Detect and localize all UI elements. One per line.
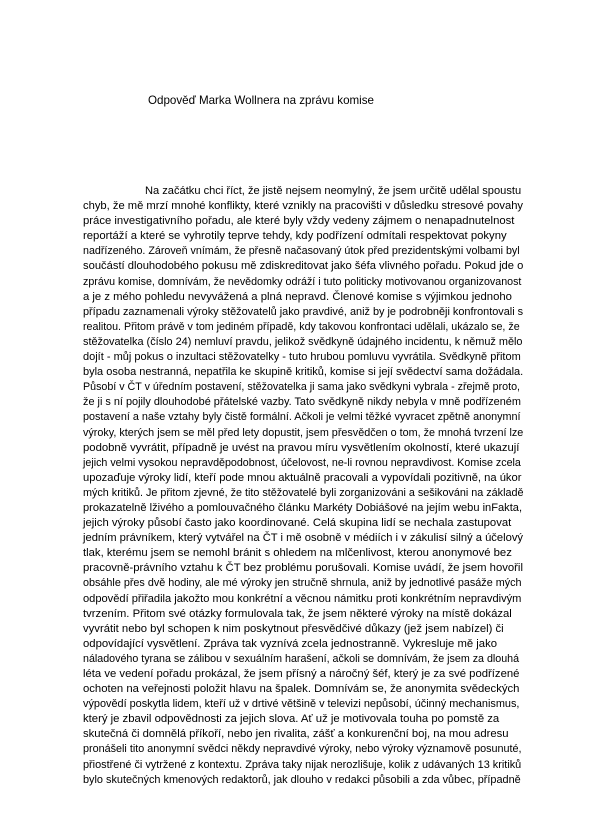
text-line: upozaďuje výroky lidí, kteří pode mnou aktuálně pracovali a vypovídali pozitivně, na úkor [83,471,522,484]
text-line: jedním právníkem, který vytvářel na ČT i mě osobně v médiích i v zákulisí silný a účelový [83,532,524,545]
text-line: skutečná či domnělá příkoří, nebo jen rivalita, zášť a konkurenční boj, na mou adresu [83,728,509,741]
text-line: pronášeli tito anonymní svědci někdy nepravdivé výroky, nebo výroky významově posunuté, [83,743,522,756]
text-line: Působí v ČT v úředním postavení, stěžovatelka ji sama jako svědkyni vybrala - zřejmě proto, [83,381,520,394]
text-line: postavení a naše vztahy byly čistě formální. Ačkoli je velmi těžké vyvracet zpětně anonymní [83,411,521,424]
text-line: případu zaznamenali výroky stěžovatelů jako pravdivé, aniž by je podrobněji konfrontovali s [83,305,524,318]
text-line: práce investigativního pořadu, ale které byly vždy vedeny zájmem o nenapadnutelnost [83,215,515,228]
text-line: Na začátku chci říct, že jistě nejsem neomylný, že jsem určitě udělal spoustu [145,185,522,197]
text-line: že ji s ní pojily dlouhodobé přátelské vazby. Tato svědkyně nikdy nebyla v mně podřízeném [83,396,521,409]
text-line: a je z mého pohledu nevyvážená a plná nepravd. Členové komise s výjimkou jednoho [83,290,512,303]
text-line: tvrzením. Přitom své otázky formulovala tak, že jsem některé výroky na místě dokázal [83,607,512,620]
text-line: reportáží a které se vyhrotily teprve tehdy, kdy podřízení odmítali respektovat pokyny [83,230,507,243]
text-line: podobně vyvrátit, případně je uvést na pravou míru vysvětlením okolností, které ukazují [83,441,520,454]
text-line: výpovědí poskytla lidem, kteří už v drtivé většině v televizi nepůsobí, účinný mechanismus, [83,698,520,711]
text-line: nadřízeného. Zároveň vnímám, že přesně načasovaný útok před prezidentskými volbami byl [83,245,520,258]
text-line: výroky, kterých jsem se měl před lety dopustit, jsem přesvědčen o tom, že mnohá tvrzení lze [83,426,524,439]
text-line: prokazatelně lživého a pomlouvačného článku Markéty Dobiášové na jejím webu inFakta, [83,501,523,514]
text-line: mých kritiků. Je přitom zjevné, že tito stěžovatelé byli zorganizováni a sešikováni na základě [83,486,524,499]
body-paragraph [83,184,523,788]
page-title: Odpověď Marka Wollnera na zprávu komise [148,94,375,107]
text-line: zprávu komise, domnívám, že nevědomky odráží i tuto politicky motivovanou organizovanost [83,275,522,288]
text-line: ochoten na veřejnosti položit hlavu na špalek. Domnívám se, že anonymita svědeckých [83,683,520,696]
text-line: léta ve vedení pořadu prokázal, že jsem přísný a náročný šéf, který je za své podřízené [83,668,520,680]
text-line: chyb, že mě mrzí mnohé konflikty, které vznikly na pracovišti v důsledku stresové povahy [83,200,524,213]
text-line: jejich výroky působí často jako koordinované. Celá skupina lidí se nechala zastupovat [83,517,512,530]
text-line: tlak, kterému jsem se nemohl bránit s ohledem na mlčenlivost, kterou anonymové bez [83,547,512,560]
text-line: který je zbavil odpovědnosti za jejich slova. Ať už je motivovala touha po pomstě za [83,713,500,726]
text-line: přiostřené či vytržené z kontextu. Zpráva taky nijak nerozlišuje, kolik z udávaných 13 kritiků [83,758,522,771]
text-line: vyvrátit nebo byl schopen k nim poskytnout přesvědčivé důkazy (jež jsem nabízel) či [83,622,504,635]
text-line: realitou. Přitom právě v tom jediném případě, kdy takovou konfrontaci udělali, ukázalo se, že [83,320,520,333]
text-line: odpovídající vysvětlení. Zpráva tak vyznívá zcela jednostranně. Vykresluje mě jako [83,637,498,650]
text-line: pracovně-právního vztahu k ČT bez problému porušovali. Komise uvádí, že jsem hovořil [83,562,523,575]
text-line: odpovědí přiřadila jakožto mou konkrétní a věcnou námitku proti konkrétním nepravdivým [83,592,522,605]
text-line: bylo skutečných kmenových redaktorů, jak dlouho v redakci působili a zda vůbec, případně [83,773,521,786]
text-line: jejich velmi vysokou nepravděpodobnost, účelovost, ne-li rovnou nepravdivost. Komise zcela [83,456,521,469]
text-line: byla osoba nestranná, nepatřila ke skupině kritiků, komise si její svědectví sama dožádala. [83,366,524,379]
text-line: součástí dlouhodobého pokusu mě zdiskreditovat jako šéfa vlivného pořadu. Pokud jde o [83,260,524,273]
text-line: náladového tyrana se zálibou v sexuálním harašení, ačkoli se domnívám, že jsem za dlouhá [83,652,520,665]
text-line: dojít - můj pokus o inzultaci stěžovatelky - tuto hrubou pomluvu vyvrátila. Svědkyně přitom [83,351,521,364]
text-line: stěžovatelka (číslo 24) nemluví pravdu, jelikož svědkyně údajného incidentu, k němuž mělo [83,335,523,348]
text-line: obsáhle přes dvě hodiny, ale mé výroky jen stručně shrnula, aniž by jednotlivé pasáže mých [83,577,522,590]
